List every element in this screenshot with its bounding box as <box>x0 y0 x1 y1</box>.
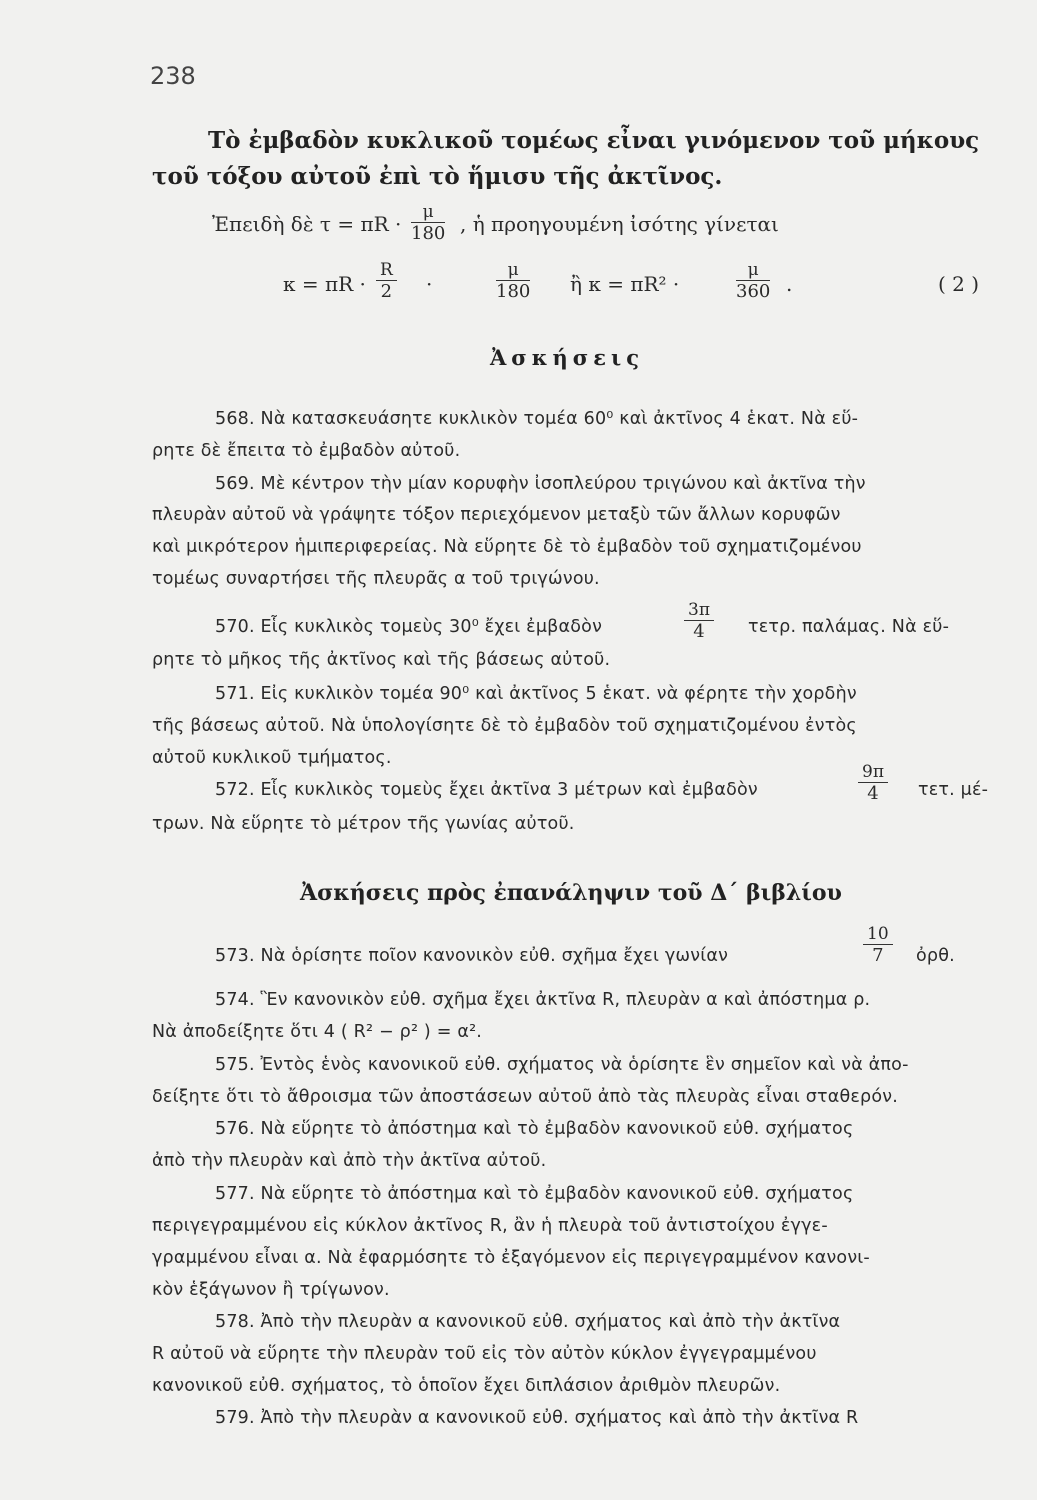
exercise-569-line-2: πλευρὰν αὐτοῦ νὰ γράψητε τόξον περιεχόμενον μεταξὺ τῶν ἄλλων κορυφῶν <box>152 505 841 525</box>
exercise-575-line-2: δείξητε ὅτι τὸ ἄθροισμα τῶν ἀποστάσεων αὐτοῦ ἀπὸ τὰς πλευρὰς εἶναι σταθερόν. <box>152 1087 898 1107</box>
exercise-570-fraction <box>684 600 714 643</box>
fraction-denominator: 7 <box>872 945 884 966</box>
fraction-denominator: 360 <box>736 281 771 302</box>
exercise-579-line-1: 579. Ἀπὸ τὴν πλευρὰν α κανονικοῦ εὐθ. σχήματος καὶ ἀπὸ τὴν ἀκτῖνα R <box>215 1408 859 1428</box>
fraction-denominator: 180 <box>411 223 446 244</box>
exercise-578-line-2: R αὐτοῦ νὰ εὕρητε τὴν πλευρὰν τοῦ εἰς τὸν αὐτὸν κύκλον ἐγγεγραμμένου <box>152 1344 817 1364</box>
exercise-577-line-4: κὸν ἑξάγωνον ἢ τρίγωνον. <box>152 1280 390 1300</box>
exercise-571-line-3: αὐτοῦ κυκλικοῦ τμήματος. <box>152 748 392 768</box>
review-heading: Ἀσκήσεις πρὸς ἐπανάληψιν τοῦ Δ΄ βιβλίου <box>300 880 842 906</box>
formula-2-fraction-3 <box>736 260 770 303</box>
fraction-denominator: 180 <box>496 281 531 302</box>
exercise-575-line-1: 575. Ἐντὸς ἑνὸς κανονικοῦ εὐθ. σχήματος νὰ ὁρίσητε ἓν σημεῖον καὶ νὰ ἀπο- <box>215 1055 909 1075</box>
exercise-570-line-2: ρητε τὸ μῆκος τῆς ἀκτῖνος καὶ τῆς βάσεως αὐτοῦ. <box>152 650 611 670</box>
exercise-574-line-1: 574. Ἓν κανονικὸν εὐθ. σχῆμα ἔχει ἀκτῖνα R, πλευρὰν α καὶ ἀπόστημα ρ. <box>215 990 871 1010</box>
exercise-570-line-1b: τετρ. παλάμας. Νὰ εὕ- <box>748 617 950 637</box>
exercise-578-line-3: κανονικοῦ εὐθ. σχήματος, τὸ ὁποῖον ἔχει διπλάσιον ἀριθμὸν πλευρῶν. <box>152 1376 781 1396</box>
exercise-576-line-1: 576. Νὰ εὕρητε τὸ ἀπόστημα καὶ τὸ ἐμβαδὸν κανονικοῦ εὐθ. σχήματος <box>215 1119 854 1139</box>
formula-2-end-dot: . <box>786 272 793 296</box>
exercise-576-line-2: ἀπὸ τὴν πλευρὰν καὶ ἀπὸ τὴν ἀκτῖνα αὐτοῦ. <box>152 1151 547 1171</box>
exercise-572-line-1b: τετ. μέ- <box>918 780 989 800</box>
exercise-573-fraction <box>863 924 893 967</box>
exercise-577-line-2: περιγεγραμμένου εἰς κύκλον ἀκτῖνος R, ἂν ἡ πλευρὰ τοῦ ἀντιστοίχου ἐγγε- <box>152 1216 828 1236</box>
exercise-573-line-1b: ὀρθ. <box>916 946 955 966</box>
exercise-571-line-1: 571. Εἰς κυκλικὸν τομέα 90⁰ καὶ ἀκτῖνος 5 ἑκατ. νὰ φέρητε τὴν χορδὴν <box>215 684 857 704</box>
fraction-denominator: 4 <box>693 621 705 642</box>
exercise-569-line-3: καὶ μικρότερον ἡμιπεριφερείας. Νὰ εὕρητε δὲ τὸ ἐμβαδὸν τοῦ σχηματιζομένου <box>152 537 862 557</box>
formula-2-middle: ἢ κ = πR² · <box>570 272 680 296</box>
fraction-numerator: R <box>376 260 397 281</box>
formula-1-lead: Ἐπειδὴ δὲ τ = πR · <box>212 212 402 236</box>
formula-2-dot: · <box>426 272 433 296</box>
theorem-line-1: Τὸ ἐμβαδὸν κυκλικοῦ τομέως εἶναι γινόμενον τοῦ μήκους <box>208 127 980 154</box>
fraction-numerator: μ <box>411 202 445 223</box>
exercise-569-line-1: 569. Μὲ κέντρον τὴν μίαν κορυφὴν ἰσοπλεύρου τριγώνου καὶ ἀκτῖνα τὴν <box>215 474 866 494</box>
formula-1-tail: , ἡ προηγουμένη ἰσότης γίνεται <box>460 212 779 236</box>
fraction-numerator: μ <box>496 260 530 281</box>
exercise-571-line-2: τῆς βάσεως αὐτοῦ. Νὰ ὑπολογίσητε δὲ τὸ ἐμβαδὸν τοῦ σχηματιζομένου ἐντὸς <box>152 716 857 736</box>
exercise-572-line-2: τρων. Νὰ εὕρητε τὸ μέτρον τῆς γωνίας αὐτοῦ. <box>152 814 575 834</box>
formula-1-fraction <box>411 202 445 245</box>
fraction-denominator: 4 <box>867 783 879 804</box>
theorem-line-2: τοῦ τόξου αὐτοῦ ἐπὶ τὸ ἥμισυ τῆς ἀκτῖνος. <box>152 163 723 190</box>
formula-2-lhs: κ = πR · <box>283 272 366 296</box>
exercise-577-line-1: 577. Νὰ εὕρητε τὸ ἀπόστημα καὶ τὸ ἐμβαδὸν κανονικοῦ εὐθ. σχήματος <box>215 1184 854 1204</box>
exercise-574-line-2: Νὰ ἀποδείξητε ὅτι 4 ( R² − ρ² ) = α². <box>152 1022 483 1042</box>
exercise-572-line-1a: 572. Εἷς κυκλικὸς τομεὺς ἔχει ἀκτῖνα 3 μέτρων καὶ ἐμβαδὸν <box>215 780 758 800</box>
exercise-568-line-1: 568. Νὰ κατασκευάσητε κυκλικὸν τομέα 60⁰ καὶ ἀκτῖνος 4 ἑκατ. Νὰ εὕ- <box>215 409 859 429</box>
equation-label: ( 2 ) <box>938 272 980 296</box>
fraction-numerator: μ <box>736 260 770 281</box>
page-number: 238 <box>150 62 196 90</box>
exercise-570-line-1a: 570. Εἷς κυκλικὸς τομεὺς 30⁰ ἔχει ἐμβαδὸν <box>215 617 603 637</box>
exercise-573-line-1a: 573. Νὰ ὁρίσητε ποῖον κανονικὸν εὐθ. σχῆμα ἔχει γωνίαν <box>215 946 729 966</box>
exercise-577-line-3: γραμμένου εἶναι α. Νὰ ἐφαρμόσητε τὸ ἐξαγόμενον εἰς περιγεγραμμένον κανονι- <box>152 1248 870 1268</box>
exercise-568-line-2: ρητε δὲ ἔπειτα τὸ ἐμβαδὸν αὐτοῦ. <box>152 441 461 461</box>
fraction-numerator: 10 <box>863 924 893 945</box>
formula-2-fraction-2 <box>496 260 530 303</box>
fraction-denominator: 2 <box>380 281 393 302</box>
fraction-numerator: 3π <box>684 600 714 621</box>
exercise-569-line-4: τομέως συναρτήσει τῆς πλευρᾶς α τοῦ τριγώνου. <box>152 569 600 589</box>
exercise-572-fraction <box>858 762 888 805</box>
formula-2-fraction-1 <box>376 260 397 303</box>
exercises-heading: Ἀσκήσεις <box>490 345 644 370</box>
exercise-578-line-1: 578. Ἀπὸ τὴν πλευρὰν α κανονικοῦ εὐθ. σχήματος καὶ ἀπὸ τὴν ἀκτῖνα <box>215 1312 841 1332</box>
fraction-numerator: 9π <box>858 762 888 783</box>
